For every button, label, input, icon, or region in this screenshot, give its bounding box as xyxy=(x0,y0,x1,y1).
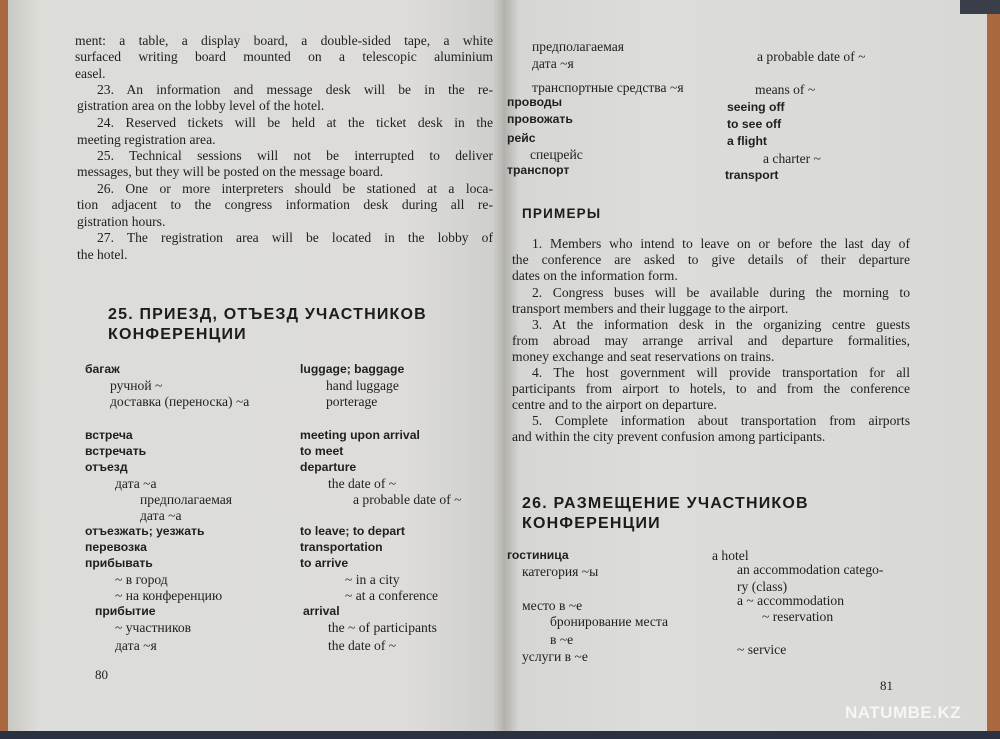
example-line: centre and to the airport on departure. xyxy=(512,397,717,412)
example-line: transport members and their luggage to the airport. xyxy=(512,301,789,316)
vocab-term: дата ~а xyxy=(140,508,182,523)
paragraph-line: meeting registration area. xyxy=(77,132,216,147)
vocab-term: в ~е xyxy=(550,632,574,647)
example-line: the conference are asked to give details of their departure xyxy=(512,252,910,267)
paragraph-line: 26. One or more interpreters should be stationed at a loca- xyxy=(97,181,493,196)
vocab-translation: ~ service xyxy=(737,642,787,657)
vocab-term: ручной ~ xyxy=(110,378,163,393)
example-line: money exchange and seat reservations on trains. xyxy=(512,349,775,364)
section-heading-26-cont: КОНФЕРЕНЦИИ xyxy=(522,515,661,532)
section-heading-26: 26. РАЗМЕЩЕНИЕ УЧАСТНИКОВ xyxy=(522,495,809,512)
vocab-translation: means of ~ xyxy=(755,82,816,97)
paragraph-line: 27. The registration area will be located in the lobby of xyxy=(97,230,493,245)
vocab-translation: to see off xyxy=(727,117,782,131)
paragraph-line: messages, but they will be posted on the message board. xyxy=(77,164,384,179)
paragraph-line: gistration hours. xyxy=(77,214,166,229)
vocab-term: встреча xyxy=(85,428,133,442)
paragraph-line: 24. Reserved tickets will be held at the ticket desk in the xyxy=(97,115,493,130)
vocab-term: багаж xyxy=(85,362,120,376)
example-line: and within the city prevent confusion among participants. xyxy=(512,429,826,444)
vocab-term: дата ~а xyxy=(115,476,157,491)
example-line: 2. Congress buses will be available during the morning to xyxy=(532,285,910,300)
vocab-translation: transportation xyxy=(300,540,383,554)
vocab-translation: hand luggage xyxy=(326,378,399,393)
vocab-translation: to arrive xyxy=(300,556,349,570)
vocab-term: проводы xyxy=(507,95,563,109)
paragraph-line: easel. xyxy=(75,66,106,81)
paragraph-line: tion adjacent to the congress information desk during all re- xyxy=(77,197,493,212)
vocab-translation: ~ in a city xyxy=(345,572,400,587)
paragraph-line: gistration area on the lobby level of the hotel. xyxy=(77,98,325,113)
example-line: 1. Members who intend to leave on or before the last day of xyxy=(532,236,910,251)
page-number-left: 80 xyxy=(95,667,108,682)
vocab-term: предполагаемая xyxy=(140,492,232,507)
watermark: NATUMBE.KZ xyxy=(845,703,962,722)
paragraph-line: the hotel. xyxy=(77,247,128,262)
vocab-translation: departure xyxy=(300,460,357,474)
vocab-term: транспорт xyxy=(507,163,570,177)
vocab-translation: arrival xyxy=(303,604,340,618)
table-edge xyxy=(0,731,1000,739)
section-heading-25-cont: КОНФЕРЕНЦИИ xyxy=(108,326,247,343)
page-number-right: 81 xyxy=(880,678,893,693)
example-line: 3. At the information desk in the organizing centre guests xyxy=(532,317,910,332)
vocab-term: прибывать xyxy=(85,556,153,570)
vocab-translation: a ~ accommodation xyxy=(737,593,845,608)
vocab-translation: transport xyxy=(725,168,779,182)
vocab-term: прибытие xyxy=(95,604,156,618)
examples-heading: ПРИМЕРЫ xyxy=(522,206,602,221)
vocab-term: транспортные средства ~я xyxy=(532,80,684,95)
example-line: 4. The host government will provide transportation for all xyxy=(532,365,910,380)
vocab-term: провожать xyxy=(507,112,573,126)
vocab-term: отъезд xyxy=(85,460,128,474)
example-line: dates on the information form. xyxy=(512,268,678,283)
vocab-term: ~ участников xyxy=(115,620,192,635)
vocab-translation: a flight xyxy=(727,134,767,148)
vocab-term: бронирование места xyxy=(550,614,669,629)
vocab-term: ~ на конференцию xyxy=(115,588,223,603)
vocab-translation: a charter ~ xyxy=(763,151,821,166)
vocab-translation: ~ at a conference xyxy=(345,588,439,603)
section-heading-25: 25. ПРИЕЗД, ОТЪЕЗД УЧАСТНИКОВ xyxy=(108,306,427,323)
vocab-term: гостиница xyxy=(507,548,569,562)
vocab-translation: a probable date of ~ xyxy=(757,49,866,64)
vocab-term: спецрейс xyxy=(530,147,583,162)
vocab-translation: luggage; baggage xyxy=(300,362,405,376)
vocab-translation: to leave; to depart xyxy=(300,524,405,538)
example-line: participants from airport to hotels, to and from the conference xyxy=(512,381,910,396)
vocab-translation: meeting upon arrival xyxy=(300,428,420,442)
vocab-term: предполагаемая xyxy=(532,39,624,54)
vocab-translation: the date of ~ xyxy=(328,476,397,491)
vocab-translation: the ~ of participants xyxy=(328,620,437,635)
vocab-term: отъезжать; уезжать xyxy=(85,524,205,538)
paragraph-line: ment: a table, a display board, a double-sided tape, a white xyxy=(75,33,493,48)
vocab-translation: ry (class) xyxy=(737,579,788,594)
example-line: from abroad may arrange arrival and departure formalities, xyxy=(512,333,910,348)
paragraph-line: 23. An information and message desk will be in the re- xyxy=(97,82,493,97)
vocab-term: дата ~я xyxy=(115,638,157,653)
vocab-translation: an accommodation catego- xyxy=(737,562,884,577)
vocab-term: дата ~я xyxy=(532,56,574,71)
paragraph-line: surfaced writing board mounted on a telescopic aluminium xyxy=(75,49,493,64)
vocab-term: услуги в ~е xyxy=(522,649,588,664)
vocab-translation: a probable date of ~ xyxy=(353,492,462,507)
vocab-translation: porterage xyxy=(326,394,378,409)
vocab-term: перевозка xyxy=(85,540,147,554)
book-cover-corner xyxy=(960,0,1000,14)
vocab-term: категория ~ы xyxy=(522,564,599,579)
vocab-translation: the date of ~ xyxy=(328,638,397,653)
vocab-term: встречать xyxy=(85,444,147,458)
vocab-term: рейс xyxy=(507,131,536,145)
vocab-term: доставка (переноска) ~а xyxy=(110,394,250,409)
vocab-term: место в ~е xyxy=(522,598,583,613)
vocab-translation: ~ reservation xyxy=(762,609,834,624)
vocab-translation: to meet xyxy=(300,444,344,458)
vocab-translation: a hotel xyxy=(712,548,749,563)
vocab-translation: seeing off xyxy=(727,100,785,114)
example-line: 5. Complete information about transportation from airports xyxy=(532,413,910,428)
vocab-term: ~ в город xyxy=(115,572,168,587)
paragraph-line: 25. Technical sessions will not be interrupted to deliver xyxy=(97,148,493,163)
